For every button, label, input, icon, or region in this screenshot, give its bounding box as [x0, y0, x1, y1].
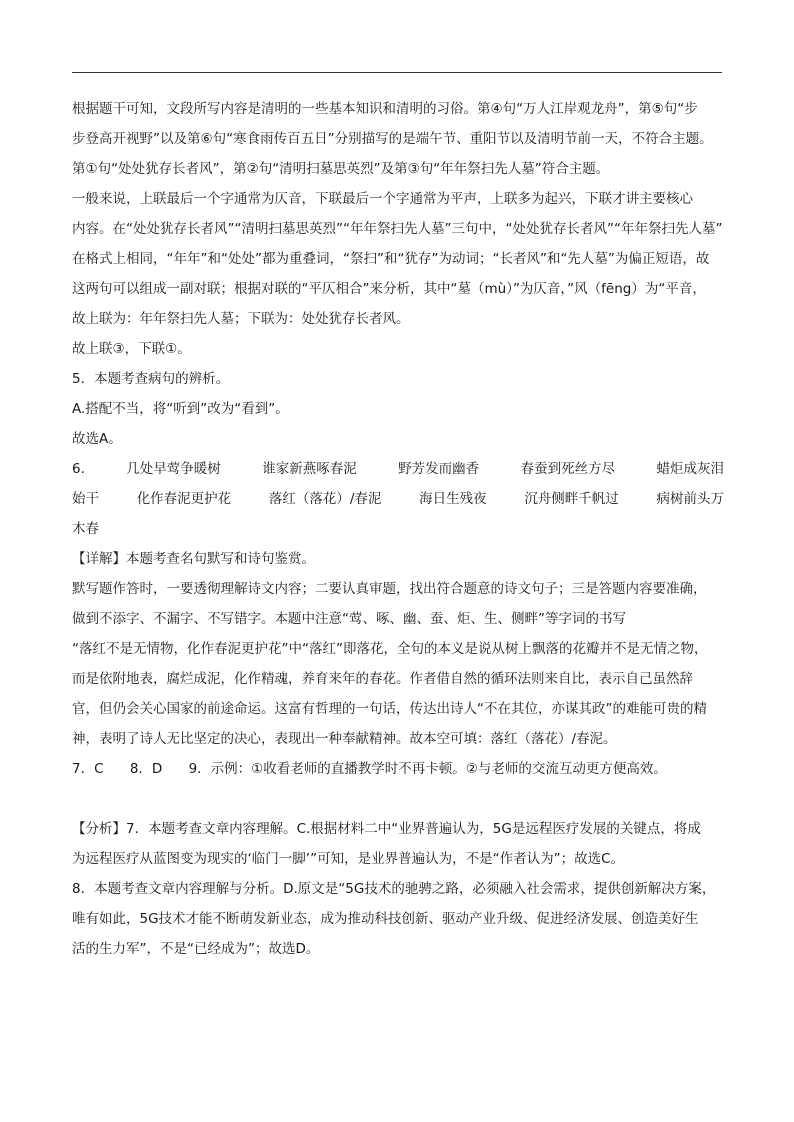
answer-body: [72, 94, 724, 964]
text-line: A.搭配不当，将“听到”改为“看到”。: [72, 401, 289, 417]
question-6-answers-row: [72, 454, 724, 484]
answer-item: 野芳发而幽香: [398, 461, 480, 477]
answer-item: 木春: [72, 521, 99, 537]
answer-item: 春蚕到死丝方尽: [520, 461, 616, 477]
text-line: 默写题作答时，一要透彻理解诗文内容；二要认真审题，找出符合题意的诗文句子；三是答题内容要准确，: [72, 581, 707, 597]
question-5-heading: 5．本题考查病句的辨析。: [72, 371, 230, 387]
text-line: 做到不添字、不漏字、不写错字。本题中注意“莺、啄、幽、蚕、炬、生、侧畔”等字词的书写: [72, 611, 626, 627]
answer-item: 谁家新燕啄春泥: [262, 461, 357, 477]
text-line: 步登高开视野”以及第⑥句“寒食雨传百五日”分别描写的是端午节、重阳节以及清明节前一天，不符合主题。: [72, 131, 713, 147]
answer-item: 蜡炬成灰泪: [656, 461, 724, 477]
header-rule: [72, 72, 722, 73]
analysis-heading: 【分析】7．本题考查文章内容理解。C.根据材料二中“业界普遍认为，5G是远程医疗发展的关键点，将成: [72, 821, 701, 837]
text-line: 故上联③，下联①。: [72, 341, 191, 357]
question-number: 6.: [72, 461, 85, 477]
text-line: 内容。在“处处犹存长者风”“清明扫墓思英烈”“年年祭扫先人墓”三句中，“处处犹存长者风”“年年祭扫先人墓”: [72, 221, 723, 237]
text-line: “落红不是无情物，化作春泥更护花”中“落红”即落花，全句的本义是说从树上飘落的花瓣并不是无情之物，: [72, 641, 708, 657]
answer-item: 落红（落花）/春泥: [268, 491, 382, 507]
text-line: 而是依附地表，腐烂成泥，化作精魂，养育来年的春花。作者借自然的循环法则来自比，表示自己虽然辞: [72, 671, 693, 687]
text-line: 一般来说，上联最后一个字通常为仄音，下联最后一个字通常为平声，上联多为起兴，下联才讲主要核心: [72, 191, 693, 207]
answers-7-8-9: [72, 754, 724, 784]
answer-item: 沉舟侧畔千帆过: [524, 491, 619, 507]
text-line: 故上联为：年年祭扫先人墓；下联为：处处犹存长者风。: [72, 311, 410, 327]
answer-item: 几处早莺争暖树: [126, 461, 221, 477]
text-line: 8．本题考查文章内容理解与分析。D.原文是“5G技术的驰骋之路，必须融入社会需求，提供创新解决方案，: [72, 881, 716, 897]
text-line: 第①句“处处犹存长者风”，第②句“清明扫墓思英烈”及第③句“年年祭扫先人墓”符合主题。: [72, 161, 610, 177]
answer-8: 8．D: [129, 761, 163, 777]
answer-9: 9．示例：①收看老师的直播教学时不再卡顿。②与老师的交流互动更方便高效。: [188, 761, 667, 777]
answer-item: 病树前头万: [656, 491, 724, 507]
text-line: 为远程医疗从蓝图变为现实的‘临门一脚’”可知，是业界普遍认为，不是“作者认为”；故选C。: [72, 851, 624, 867]
text-line: 故选A。: [72, 431, 122, 447]
text-line: 唯有如此，5G技术才能不断萌发新业态，成为推动科技创新、驱动产业升级、促进经济发展、创造美好生: [72, 911, 699, 927]
answer-7: 7．C: [72, 761, 104, 777]
text-line: 活的生力军”，不是“已经成为”；故选D。: [72, 941, 320, 957]
answer-item: 始干: [72, 491, 99, 507]
text-line: 在格式上相同，“年年”和“处处”都为重叠词，“祭扫”和“犹存”为动词；“长者风”和“先人墓”为偏正短语，故: [72, 251, 710, 267]
detail-heading: 【详解】本题考查名句默写和诗句鉴赏。: [72, 551, 315, 567]
question-6-answers-row: [72, 484, 724, 514]
blank-space: [72, 784, 724, 814]
text-line: 根据题干可知，文段所写内容是清明的一些基本知识和清明的习俗。第④句“万人江岸观龙舟”，第⑤句“步: [72, 101, 698, 117]
text-line: 神，表明了诗人无比坚定的决心，表现出一种奉献精神。故本空可填：落红（落花）/春泥。: [72, 731, 617, 747]
text-line: 这两句可以组成一副对联；根据对联的“平仄相合”来分析，其中“墓（mù）”为仄音，”风（fēng）为“平音，: [72, 281, 706, 297]
answer-item: 化作春泥更护花: [136, 491, 232, 507]
answer-item: 海日生残夜: [419, 491, 487, 507]
text-line: 官，但仍会关心国家的前途命运。这富有哲理的一句话，传达出诗人“不在其位，亦谋其政”的难能可贵的精: [72, 701, 707, 717]
